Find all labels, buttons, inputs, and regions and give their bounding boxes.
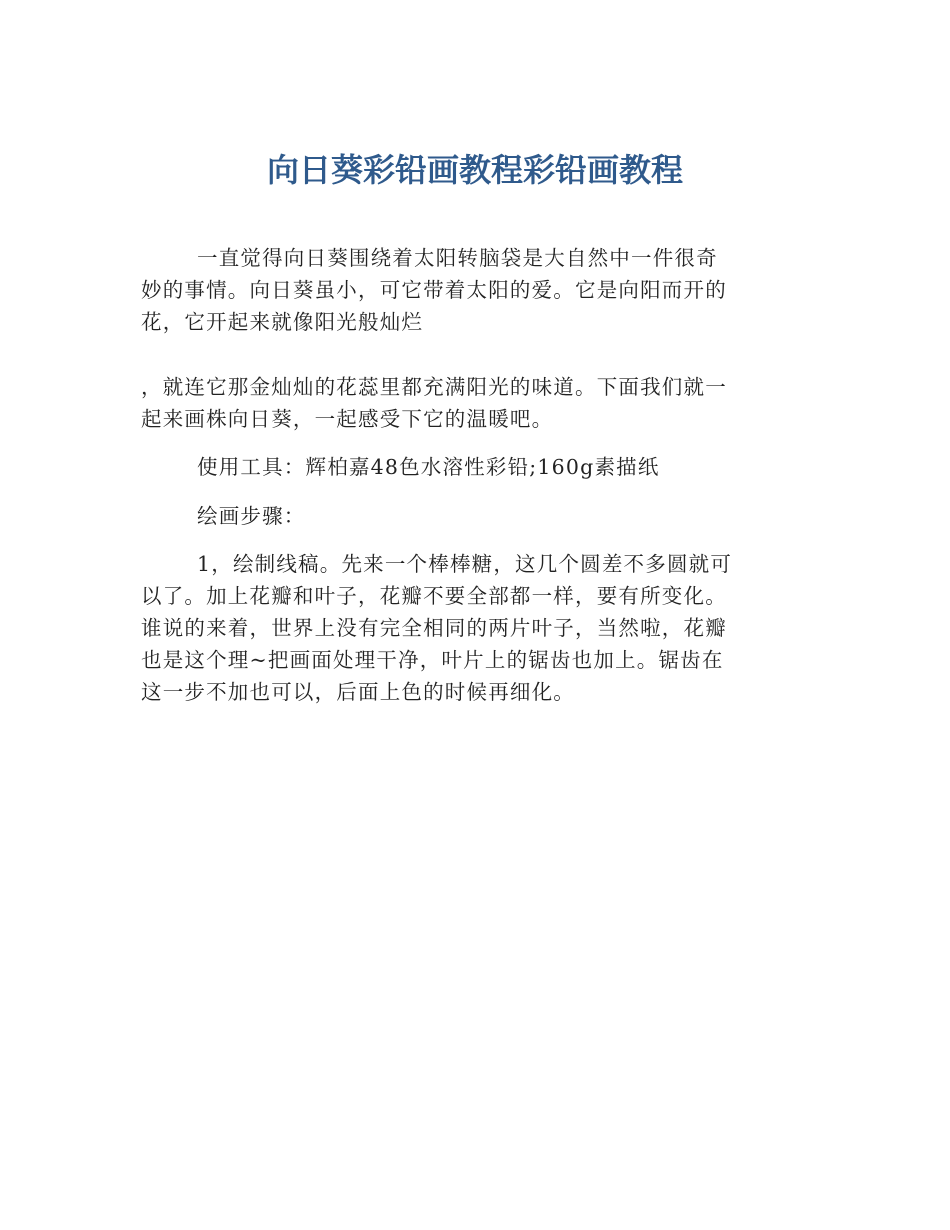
text-line: 这一步不加也可以，后面上色的时候再细化。 <box>141 680 575 704</box>
text-line: 1，绘制线稿。先来一个棒棒糖，这几个圆差不多圆就可 <box>197 552 733 576</box>
paragraph-intro-continued <box>141 371 811 435</box>
text-line: 起来画株向日葵，一起感受下它的温暖吧。 <box>141 407 554 431</box>
text-line: 也是这个理~把画面处理干净，叶片上的锯齿也加上。锯齿在 <box>141 648 724 672</box>
paragraph-intro <box>141 242 811 338</box>
paragraph-steps-heading <box>141 500 811 532</box>
paragraph-tools <box>141 451 811 483</box>
text-line: 以了。加上花瓣和叶子，花瓣不要全部都一样，要有所变化。 <box>141 584 727 608</box>
text-line: 一直觉得向日葵围绕着太阳转脑袋是大自然中一件很奇 <box>197 246 718 270</box>
text-line: 谁说的来着，世界上没有完全相同的两片叶子，当然啦，花瓣 <box>141 616 727 640</box>
text-line: 绘画步骤： <box>197 504 306 528</box>
document-title: 向日葵彩铅画教程彩铅画教程 <box>266 151 683 189</box>
text-line: 花，它开起来就像阳光般灿烂 <box>141 310 424 334</box>
text-line: 妙的事情。向日葵虽小，可它带着太阳的爱。它是向阳而开的 <box>141 278 727 302</box>
text-line: 使用工具：辉柏嘉48色水溶性彩铅;160g素描纸 <box>197 455 660 479</box>
paragraph-step-1 <box>141 548 811 708</box>
text-line: ，就连它那金灿灿的花蕊里都充满阳光的味道。下面我们就一 <box>141 375 727 399</box>
